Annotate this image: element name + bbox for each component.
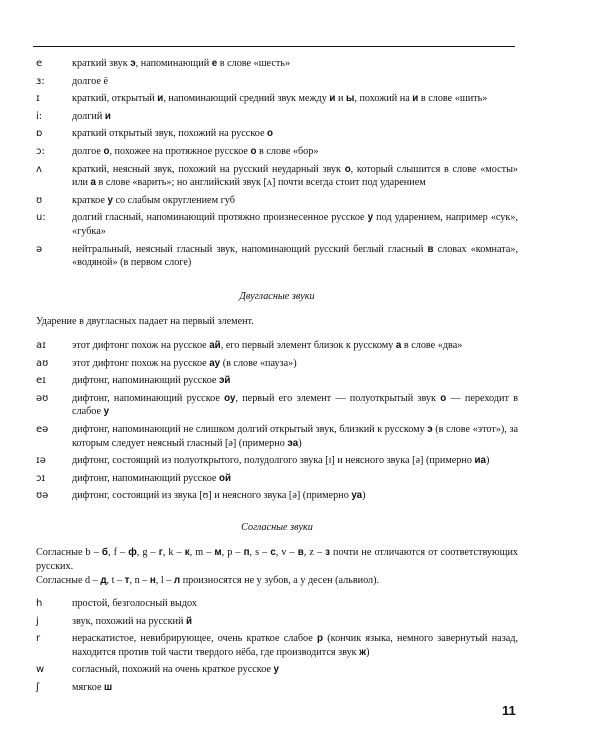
entry-row <box>36 597 518 611</box>
entry-description <box>72 663 518 677</box>
entry-row <box>36 339 518 353</box>
diphthongs-heading: Двугласные звуки <box>239 291 315 302</box>
entry-row <box>36 127 518 141</box>
bold-fragment: о <box>250 145 257 157</box>
text-fragment: произносятся не у зубов, а у десен (альвиол). <box>180 575 380 586</box>
text-fragment: мягкое <box>72 681 105 693</box>
text-fragment: и <box>335 93 346 105</box>
bold-fragment: к <box>184 547 190 558</box>
entry-description <box>72 339 518 353</box>
phonetic-symbol: ɪə <box>36 455 46 467</box>
bold-fragment: о <box>440 392 447 404</box>
text-fragment: нераскатистое, невибрирующее, очень краткое слабое <box>72 633 318 645</box>
text-fragment: почти не отличаются от соответствующих русских. <box>36 547 519 572</box>
phonetic-symbol: u: <box>36 212 46 224</box>
phonetic-symbol: ɒ <box>36 128 43 140</box>
entry-description <box>72 211 518 238</box>
entry-description <box>72 92 518 106</box>
entry-row <box>36 489 518 503</box>
text-fragment: — переходит в слабое <box>72 392 518 418</box>
text-fragment: нейтральный, неясный гласный звук, напоминающий русский беглый гласный <box>72 243 428 255</box>
entry-description <box>72 145 518 159</box>
text-fragment: , l – <box>155 575 174 586</box>
entry-description <box>72 57 518 71</box>
bold-fragment: б <box>101 547 108 558</box>
bold-fragment: т <box>124 575 130 586</box>
entry-description <box>72 454 518 468</box>
phonetic-symbol: ɔ: <box>36 145 45 157</box>
bold-fragment: д <box>100 575 107 586</box>
bold-fragment: ж <box>359 646 367 658</box>
text-fragment: краткий звук <box>72 58 131 69</box>
entry-description <box>72 472 518 486</box>
phonetic-symbol: eə <box>36 423 49 435</box>
text-fragment: , v – <box>275 547 298 558</box>
consonants-list <box>36 597 518 695</box>
text-fragment: дифтонг, напоминающий русское <box>72 375 220 387</box>
bold-fragment: э <box>130 58 136 69</box>
text-fragment: простой, безголосный выдох <box>72 598 197 609</box>
bold-fragment: и <box>104 110 111 122</box>
text-fragment: в слове «варить»; но английский звук [ʌ] почти всегда стоит под ударением <box>96 177 426 189</box>
phonetic-symbol: e <box>36 58 43 69</box>
text-fragment: дифтонг, напоминающий русское <box>72 392 225 404</box>
text-fragment: краткий, открытый <box>72 93 158 105</box>
phonetic-symbol: w <box>36 664 45 676</box>
phonetic-symbol: ʃ <box>36 681 40 693</box>
bold-fragment: й <box>185 615 192 627</box>
bold-fragment: в <box>427 243 434 255</box>
text-fragment: , похожий на <box>354 93 413 105</box>
text-fragment: краткий открытый звук, похожий на русское <box>72 128 268 140</box>
text-fragment: , n – <box>129 575 150 586</box>
text-fragment: ) <box>366 646 370 658</box>
phonetic-symbol: ɔɪ <box>36 472 46 484</box>
entry-row <box>36 374 518 388</box>
entry-description <box>72 615 518 629</box>
consonants-paragraph-1 <box>36 546 518 573</box>
phonetic-symbol: aʊ <box>36 357 49 369</box>
bold-fragment: п <box>243 547 250 558</box>
text-fragment: (в слове «пауза») <box>220 357 297 369</box>
entry-description <box>72 597 518 611</box>
bold-fragment: а <box>90 177 96 189</box>
text-fragment: в слове «шесть» <box>217 58 291 69</box>
entry-row <box>36 243 518 270</box>
text-fragment: ) <box>298 437 302 449</box>
text-fragment: краткое <box>72 194 108 206</box>
phonetic-symbol: i: <box>36 110 43 122</box>
phonetic-symbol: ɪ <box>36 93 40 105</box>
text-fragment: , похожее на протяжное русское <box>109 145 251 157</box>
bold-fragment: у <box>107 194 113 206</box>
phonetic-symbol: aɪ <box>36 340 46 351</box>
entry-row <box>36 632 518 659</box>
entry-description <box>72 374 518 388</box>
bold-fragment: ш <box>104 681 113 693</box>
entry-row <box>36 357 518 371</box>
phonetic-symbol: ʊə <box>36 490 49 502</box>
bold-fragment: р <box>317 633 324 645</box>
entry-description <box>72 392 518 419</box>
bold-fragment: о <box>267 128 274 140</box>
bold-fragment: о <box>103 145 110 157</box>
entry-row <box>36 75 518 89</box>
entry-description <box>72 632 518 659</box>
text-fragment: дифтонг, напоминающий русское <box>72 472 220 484</box>
entry-description <box>72 75 518 89</box>
text-fragment: , z – <box>303 547 326 558</box>
text-fragment: Согласные d – <box>36 575 101 586</box>
text-fragment: под ударением, например «сук», «губка» <box>72 212 518 237</box>
bold-fragment: с <box>270 547 276 558</box>
bold-fragment: э <box>427 423 433 435</box>
text-fragment: долгий гласный, напоминающий протяжно произнесенное русское <box>72 212 368 224</box>
entry-description <box>72 423 518 450</box>
entry-row <box>36 663 518 677</box>
phonetic-symbol: ʌ <box>36 163 42 175</box>
phonetic-symbol: ɜ: <box>36 75 45 87</box>
entry-row <box>36 145 518 159</box>
entry-description <box>72 163 518 190</box>
top-rule <box>33 46 515 47</box>
bold-fragment: г <box>158 547 163 558</box>
entry-row <box>36 110 518 124</box>
text-fragment: этот дифтонг похож на русское <box>72 340 210 351</box>
text-fragment: , t – <box>106 575 125 586</box>
bold-fragment: в <box>297 547 304 558</box>
phonetic-symbol: əʊ <box>36 392 49 404</box>
bold-fragment: ы <box>345 93 355 105</box>
bold-fragment: и <box>412 93 419 105</box>
bold-fragment: е <box>211 58 218 69</box>
entry-row <box>36 423 518 450</box>
entry-description <box>72 681 518 695</box>
text-fragment: в слове «бор» <box>256 145 319 157</box>
entry-description <box>72 110 518 124</box>
text-fragment: долгое <box>72 145 104 157</box>
entry-row <box>36 211 518 238</box>
entry-row <box>36 194 518 208</box>
text-fragment: долгое <box>72 75 104 87</box>
consonants-heading: Согласные звуки <box>241 522 313 533</box>
text-fragment: , g – <box>136 547 159 558</box>
bold-fragment: л <box>173 575 181 586</box>
bold-fragment: ф <box>128 547 137 558</box>
text-fragment: , который слышится в слове «мосты» или <box>72 163 519 189</box>
text-fragment: , f – <box>107 547 129 558</box>
vowels-list <box>36 57 518 270</box>
text-fragment: , первый его элемент — полуоткрытый звук <box>235 392 441 404</box>
text-fragment: словах «комната», «водяной» (в первом слоге) <box>72 243 518 269</box>
bold-fragment: и <box>329 93 336 105</box>
bold-fragment: ай <box>209 340 221 351</box>
entry-row <box>36 392 518 419</box>
phonetic-symbol: j <box>36 615 39 627</box>
page-number: 11 <box>502 703 516 718</box>
text-fragment: , его первый элемент близок к русскому <box>220 340 396 351</box>
text-fragment: со слабым округлением губ <box>112 194 235 206</box>
bold-fragment: м <box>214 547 222 558</box>
phonetic-symbol: ʊ <box>36 194 43 206</box>
phonetic-symbol: r <box>36 633 41 645</box>
bold-fragment: ау <box>209 357 221 369</box>
bold-fragment: ой <box>219 472 232 484</box>
text-fragment: дифтонг, напоминающий не слишком долгий открытый звук, близкий к русскому <box>72 423 428 435</box>
text-fragment: согласный, похожий на очень краткое русское <box>72 664 274 676</box>
text-fragment: , p – <box>221 547 244 558</box>
entry-row <box>36 163 518 190</box>
bold-fragment: оу <box>224 392 236 404</box>
bold-fragment: иа <box>474 455 486 467</box>
text-fragment: (в слове «этот»), за которым следует неясный гласный [ə] (примерно <box>72 423 518 449</box>
entry-row <box>36 615 518 629</box>
text-fragment: звук, похожий на русский <box>72 615 186 627</box>
entry-description <box>72 489 518 503</box>
text-fragment: в слове «два» <box>401 340 463 351</box>
entry-row <box>36 681 518 695</box>
phonetic-symbol: eɪ <box>36 375 46 387</box>
text-fragment: долгий <box>72 110 105 122</box>
consonants-paragraph-2 <box>36 574 518 588</box>
bold-fragment: з <box>325 547 330 558</box>
entry-row <box>36 472 518 486</box>
text-fragment: ) <box>362 490 366 502</box>
entry-description <box>72 194 518 208</box>
entry-description <box>72 243 518 270</box>
bold-fragment: у <box>103 406 110 418</box>
entry-row <box>36 92 518 106</box>
bold-fragment: эа <box>287 437 299 449</box>
diphthongs-intro: Ударение в двугласных падает на первый элемент. <box>36 316 254 327</box>
bold-fragment: эй <box>219 375 231 387</box>
phonetic-symbol: ə <box>36 243 43 255</box>
bold-fragment: а <box>395 340 402 351</box>
text-fragment: краткий, неясный звук, похожий на русский неударный звук <box>72 163 345 175</box>
text-fragment: в слове «шить» <box>418 93 488 105</box>
entry-description <box>72 357 518 371</box>
text-fragment: дифтонг, состоящий из полуоткрытого, полудолгого звука [ɪ] и неясного звука [ə] (примерно <box>72 455 475 467</box>
bold-fragment: уа <box>351 490 363 502</box>
text-fragment: , s – <box>249 547 271 558</box>
text-fragment: , напоминающий <box>135 58 212 69</box>
bold-fragment: о <box>344 163 351 175</box>
bold-fragment: н <box>149 575 156 586</box>
text-fragment: ё <box>103 75 108 87</box>
text-fragment: , k – <box>162 547 185 558</box>
text-fragment: Согласные b – <box>36 547 102 558</box>
text-fragment: этот дифтонг похож на русское <box>72 357 210 369</box>
bold-fragment: и <box>157 93 164 105</box>
phonetic-symbol: h <box>36 598 43 609</box>
entry-row <box>36 57 518 71</box>
entry-row <box>36 454 518 468</box>
text-fragment: , m – <box>189 547 215 558</box>
diphthongs-list <box>36 339 518 503</box>
bold-fragment: у <box>273 664 279 676</box>
text-fragment: дифтонг, состоящий из звука [ʊ] и неясного звука [ə] (примерно <box>72 490 352 502</box>
bold-fragment: у <box>367 212 374 224</box>
text-fragment: ) <box>485 455 490 467</box>
entry-description <box>72 127 518 141</box>
text-fragment: , напоминающий средний звук между <box>163 93 330 105</box>
text-fragment: (кончик языка, немного завернутый назад, находится против той части твердого нёба, где производится звук <box>72 633 518 658</box>
